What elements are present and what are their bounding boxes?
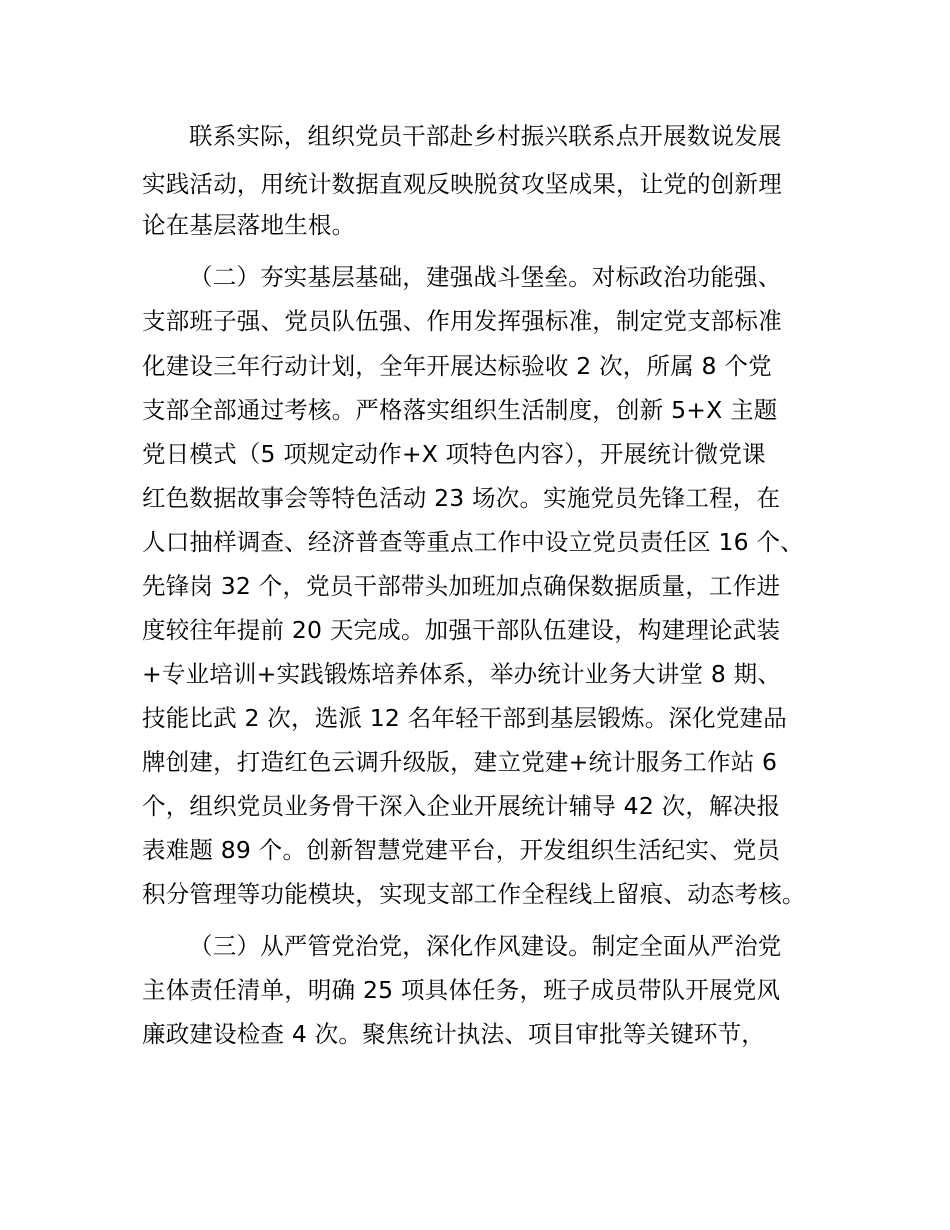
- text-line: 个，组织党员业务骨干深入企业开展统计辅导 42 次，解决报: [142, 792, 781, 820]
- text-line: 廉政建设检查 4 次。聚焦统计执法、项目审批等关键环节，: [142, 1020, 765, 1048]
- text-line: 主体责任清单，明确 25 项具体任务，班子成员带队开展党风: [142, 976, 781, 1004]
- text-line: 联系实际，组织党员干部赴乡村振兴联系点开展数说发展: [189, 122, 782, 150]
- text-line: 度较往年提前 20 天完成。加强干部队伍建设，构建理论武装: [142, 616, 781, 644]
- paragraph-heading-line: （二）夯实基层基础，建强战斗堡垒。对标政治功能强、: [189, 263, 782, 291]
- text-line: 支部班子强、党员队伍强、作用发挥强标准，制定党支部标准: [142, 307, 782, 335]
- text-line: 支部全部通过考核。严格落实组织生活制度，创新 5+X 主题: [142, 396, 778, 424]
- text-line: 技能比武 2 次，选派 12 名年轻干部到基层锻炼。深化党建品: [142, 704, 787, 732]
- text-line: 先锋岗 32 个，党员干部带头加班加点确保数据质量，工作进: [142, 572, 781, 600]
- text-line: 红色数据故事会等特色活动 23 场次。实施党员先锋工程，在: [142, 484, 781, 512]
- paragraph-heading-line: （三）从严管党治党，深化作风建设。制定全面从严治党: [189, 932, 782, 960]
- text-line: 人口抽样调查、经济普查等重点工作中设立党员责任区 16 个、: [142, 528, 804, 556]
- text-line: 党日模式（5 项规定动作+X 项特色内容），开展统计微党课: [142, 440, 766, 468]
- text-line: 积分管理等功能模块，实现支部工作全程线上留痕、动态考核。: [142, 880, 806, 908]
- text-line: 实践活动，用统计数据直观反映脱贫攻坚成果，让党的创新理: [142, 170, 782, 198]
- text-line: 表难题 89 个。创新智慧党建平台，开发组织生活纪实、党员: [142, 836, 781, 864]
- text-line: +专业培训+实践锻炼培养体系，举办统计业务大讲堂 8 期、: [142, 660, 782, 688]
- text-line: 论在基层落地生根。: [142, 211, 356, 239]
- text-line: 化建设三年行动计划，全年开展达标验收 2 次，所属 8 个党: [142, 352, 772, 380]
- text-line: 牌创建，打造红色云调升级版，建立党建+统计服务工作站 6: [142, 748, 778, 776]
